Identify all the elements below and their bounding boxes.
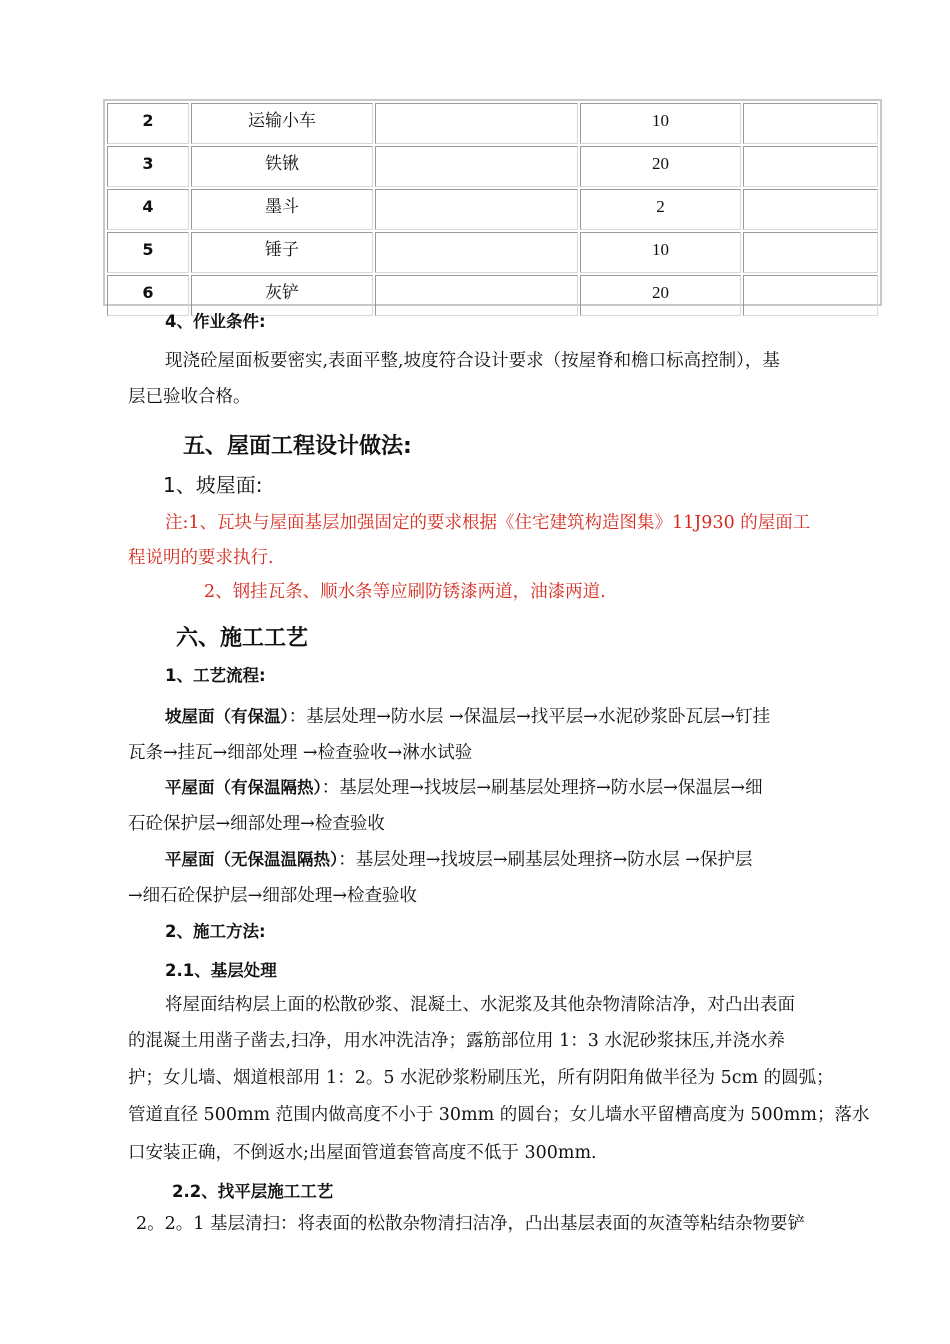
flow-label: 坡屋面（有保温）: [165, 707, 289, 726]
note-cell: [743, 189, 878, 230]
quantity-cell: 2: [580, 189, 741, 230]
tools-table: [103, 99, 882, 306]
subheading: 1、坡屋面:: [163, 473, 263, 497]
note-cell: [743, 146, 878, 187]
table-row: [107, 189, 878, 230]
flow-line: [165, 705, 770, 729]
note-text: 2、钢挂瓦条、顺水条等应刷防锈漆两道，油漆两道.: [204, 582, 606, 602]
flow-line: [165, 776, 763, 800]
subheading: 2、施工方法:: [165, 922, 266, 941]
tool-name: 运输小车: [191, 103, 373, 144]
note-text: 注:1、瓦块与屋面基层加强固定的要求根据《住宅建筑构造图集》11J930 的屋面工: [165, 513, 811, 533]
tool-name: 墨斗: [191, 189, 373, 230]
note-cell: [743, 232, 878, 273]
spec-cell: [375, 189, 578, 230]
subheading: 1、工艺流程:: [165, 666, 266, 685]
spec-cell: [375, 103, 578, 144]
row-number: 5: [107, 232, 189, 273]
paragraph: 管道直径 500mm 范围内做高度不小于 30mm 的圆台；女儿墙水平留槽高度为 500mm；落水: [128, 1105, 870, 1125]
flow-text: ：基层处理→找坡层→刷基层处理挤→防水层 →保护层: [338, 850, 753, 870]
subheading: 2.1、基层处理: [165, 961, 277, 980]
flow-text: ：基层处理→找坡层→刷基层处理挤→防水层→保温层→细: [321, 778, 763, 798]
quantity-cell: 20: [580, 275, 741, 316]
note-cell: [743, 275, 878, 316]
quantity-cell: 10: [580, 232, 741, 273]
paragraph: 将屋面结构层上面的松散砂浆、混凝土、水泥浆及其他杂物清除洁净，对凸出表面: [165, 995, 795, 1015]
paragraph: 2。2。1 基层清扫：将表面的松散杂物清扫洁净，凸出基层表面的灰渣等粘结杂物要铲: [136, 1214, 805, 1234]
section-6-heading: 六、施工工艺: [176, 626, 309, 651]
spec-cell: [375, 232, 578, 273]
row-number: 2: [107, 103, 189, 144]
flow-line: [165, 848, 752, 872]
subheading: 2.2、找平层施工工艺: [172, 1182, 334, 1201]
quantity-cell: 20: [580, 146, 741, 187]
flow-text: 瓦条→挂瓦→细部处理 →检查验收→淋水试验: [128, 743, 473, 763]
paragraph: 的混凝土用凿子凿去,扫净，用水冲洗洁净；露筋部位用 1：3 水泥砂浆抹压,并浇水养: [128, 1031, 786, 1051]
paragraph: 口安装正确，不倒返水;出屋面管道套管高度不低于 300mm.: [128, 1143, 597, 1163]
row-number: 6: [107, 275, 189, 316]
table-row: [107, 103, 878, 144]
flow-text: ：基层处理→防水层 →保温层→找平层→水泥砂浆卧瓦层→钉挂: [288, 707, 771, 727]
spec-cell: [375, 146, 578, 187]
paragraph: 层已验收合格。: [128, 387, 251, 407]
row-number: 3: [107, 146, 189, 187]
tool-name: 锤子: [191, 232, 373, 273]
flow-label: 平屋面（有保温隔热）: [165, 778, 322, 797]
section-5-heading: 五、屋面工程设计做法:: [183, 434, 412, 459]
table-row: [107, 232, 878, 273]
paragraph: 护；女儿墙、烟道根部用 1：2。5 水泥砂浆粉刷压光，所有阴阳角做半径为 5cm 的圆弧；: [128, 1068, 834, 1088]
table-row: [107, 146, 878, 187]
quantity-cell: 10: [580, 103, 741, 144]
tool-name: 灰铲: [191, 275, 373, 316]
tool-name: 铁锹: [191, 146, 373, 187]
spec-cell: [375, 275, 578, 316]
note-cell: [743, 103, 878, 144]
section-4-title: 4、作业条件:: [165, 312, 266, 331]
paragraph: 现浇砼屋面板要密实,表面平整,坡度符合设计要求（按屋脊和檐口标高控制），基: [165, 351, 780, 371]
note-text: 程说明的要求执行.: [128, 548, 274, 568]
flow-label: 平屋面（无保温温隔热）: [165, 850, 339, 869]
flow-text: →细石砼保护层→细部处理→检查验收: [128, 886, 417, 906]
flow-text: 石砼保护层→细部处理→检查验收: [128, 814, 385, 834]
row-number: 4: [107, 189, 189, 230]
